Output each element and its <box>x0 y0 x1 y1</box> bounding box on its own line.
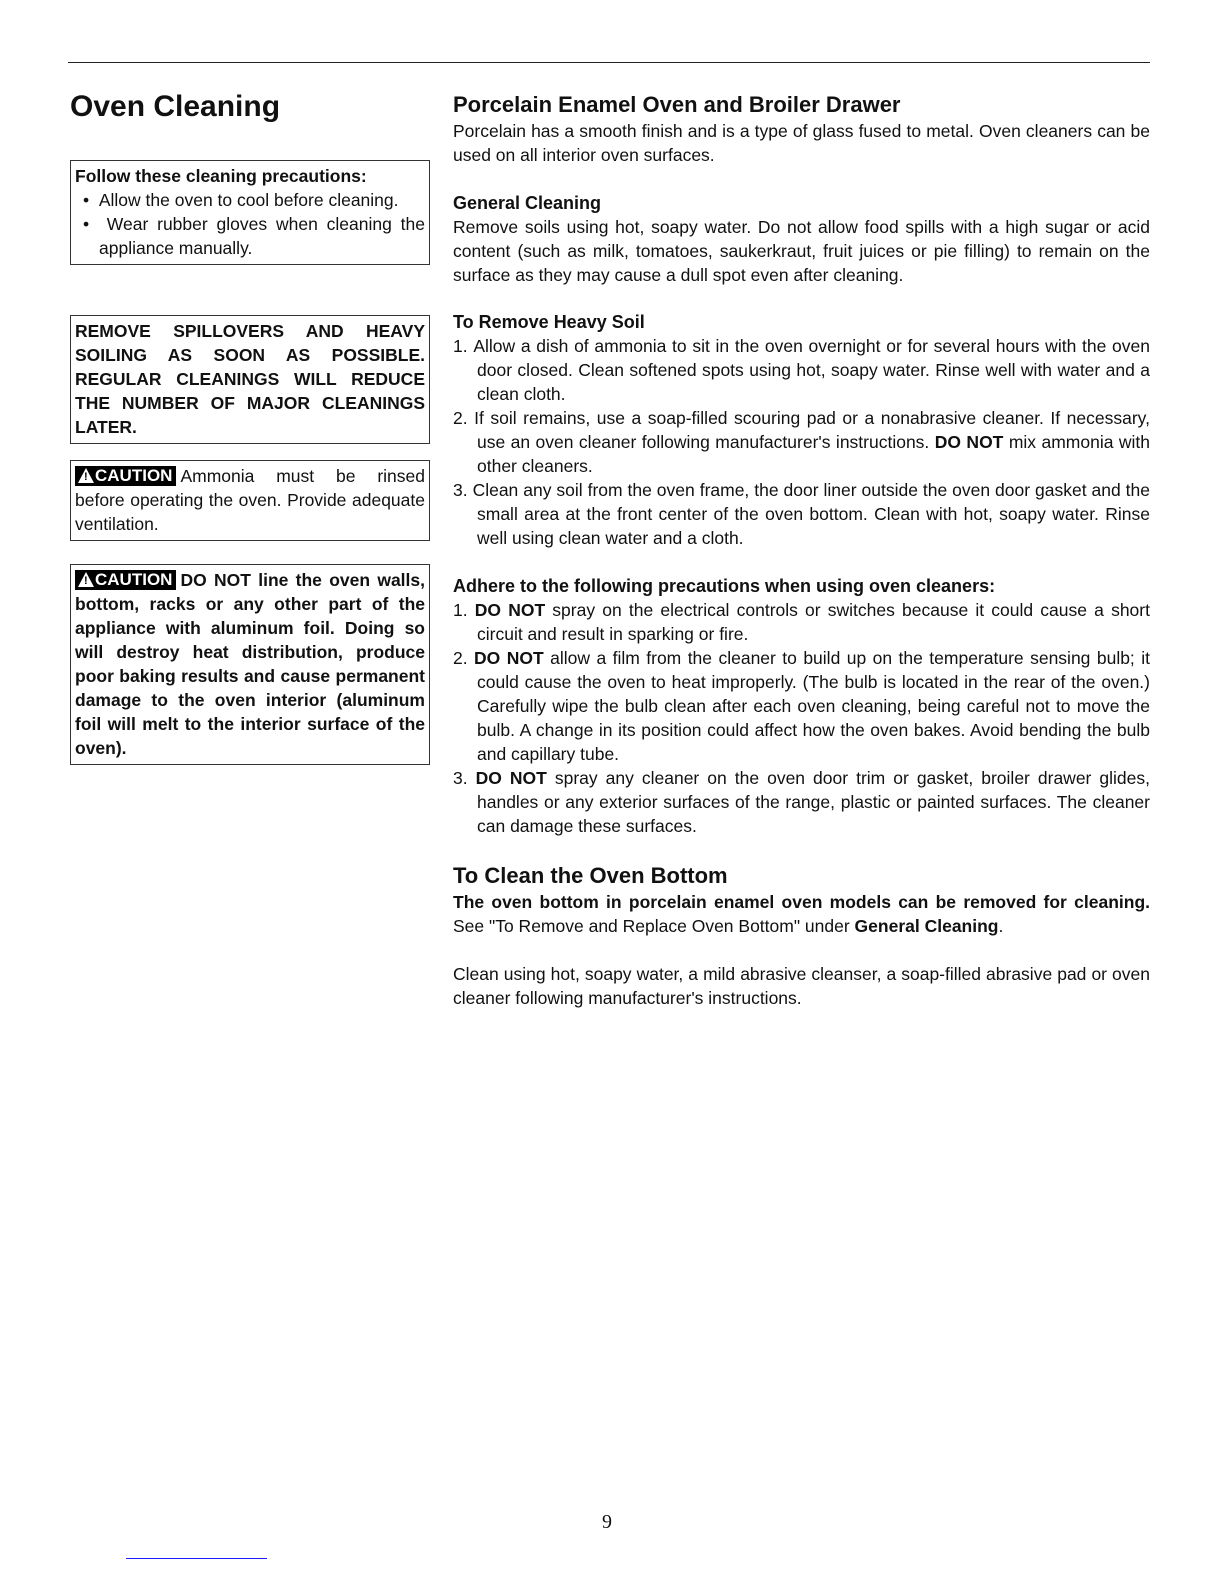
section-oven-cleaners <box>453 574 1150 838</box>
list-item: 1. Allow a dish of ammonia to sit in the oven overnight or for several hours with the oven door closed. Clean softened spots using hot, soapy water. Rinse well with water and a clean cloth. <box>453 336 1150 404</box>
caution-box-ammonia <box>70 460 430 541</box>
top-rule <box>68 62 1150 63</box>
page-title: Oven Cleaning <box>70 90 281 123</box>
section-heading: Adhere to the following precautions when using oven cleaners: <box>453 576 996 596</box>
list-item: 2. If soil remains, use a soap-filled scouring pad or a nonabrasive cleaner. If necessary, use an oven cleaner following manufacturer's instructions. DO NOT mix ammonia with other cleaners. <box>453 408 1151 476</box>
precautions-heading: Follow these cleaning precautions: <box>75 166 367 186</box>
paragraph: Porcelain has a smooth finish and is a type of glass fused to metal. Oven cleaners can be used on all interior oven surfaces. <box>453 121 1150 165</box>
section-heavy-soil <box>453 310 1150 550</box>
caution-box-foil <box>70 564 430 765</box>
caution-badge: ! CAUTION <box>75 466 176 486</box>
page-number: 9 <box>602 1511 612 1533</box>
section-heading: To Clean the Oven Bottom <box>453 863 728 888</box>
paragraph: Remove soils using hot, soapy water. Do not allow food spills with a high sugar or acid content (such as milk, tomatoes, saukerkraut, fruit juices or pie filling) to remain on the surface as they may cause a dull spot even after cleaning. <box>453 217 1150 285</box>
section-general-cleaning <box>453 191 1150 287</box>
section-heading: General Cleaning <box>453 193 602 213</box>
section-heading: Porcelain Enamel Oven and Broiler Drawer <box>453 92 901 117</box>
warning-triangle-icon: ! <box>78 572 94 587</box>
section-porcelain <box>453 91 1150 167</box>
notice-box: REMOVE SPILLOVERS AND HEAVY SOILING AS SOON AS POSSIBLE. REGULAR CLEANINGS WILL REDUCE THE NUMBER OF MAJOR CLEANINGS LATER. <box>70 315 430 444</box>
list-item: 1. DO NOT spray on the electrical controls or switches because it could cause a short circuit and result in sparking or fire. <box>453 600 1150 644</box>
section-oven-bottom <box>453 862 1150 1010</box>
warning-triangle-icon: ! <box>78 468 94 483</box>
paragraph: Clean using hot, soapy water, a mild abrasive cleanser, a soap-filled abrasive pad or oven cleaner following manufacturer's instructions. <box>453 964 1150 1008</box>
caution-text: DO NOT line the oven walls, bottom, racks or any other part of the appliance with aluminum foil. Doing so will destroy heat distribution, produce poor baking results and cause permanent damage to the oven interior (aluminum foil will melt to the interior surface of the oven). <box>75 570 425 758</box>
footer-line <box>126 1558 267 1559</box>
precautions-box <box>70 160 430 265</box>
caution-badge: ! CAUTION <box>75 570 176 590</box>
list-item: • Allow the oven to cool before cleaning. <box>83 190 399 210</box>
list-item: • Wear rubber gloves when cleaning the appliance manually. <box>83 214 425 258</box>
list-item: 2. DO NOT allow a film from the cleaner to build up on the temperature sensing bulb; it could cause the oven to heat improperly. (The bulb is located in the rear of the oven.) Carefully wipe the bulb clean after each oven cleaning, being careful not to move the bulb. A change in its position could affect how the oven bakes. Avoid bending the bulb and capillary tube. <box>453 648 1150 764</box>
list-item: 3. DO NOT spray any cleaner on the oven door trim or gasket, broiler drawer glides, handles or any exterior surfaces of the range, plastic or painted surfaces. The cleaner can damage these surfaces. <box>453 768 1150 836</box>
paragraph: The oven bottom in porcelain enamel oven models can be removed for cleaning. See "To Remove and Replace Oven Bottom" under General Cleaning. <box>453 892 1150 936</box>
caution-text: Ammonia must be rinsed before operating the oven. Provide adequate ventilation. <box>75 466 425 534</box>
section-heading: To Remove Heavy Soil <box>453 312 645 332</box>
list-item: 3. Clean any soil from the oven frame, the door liner outside the oven door gasket and the small area at the front center of the oven bottom. Clean with hot, soapy water. Rinse well using clean water and a cloth. <box>453 480 1150 548</box>
